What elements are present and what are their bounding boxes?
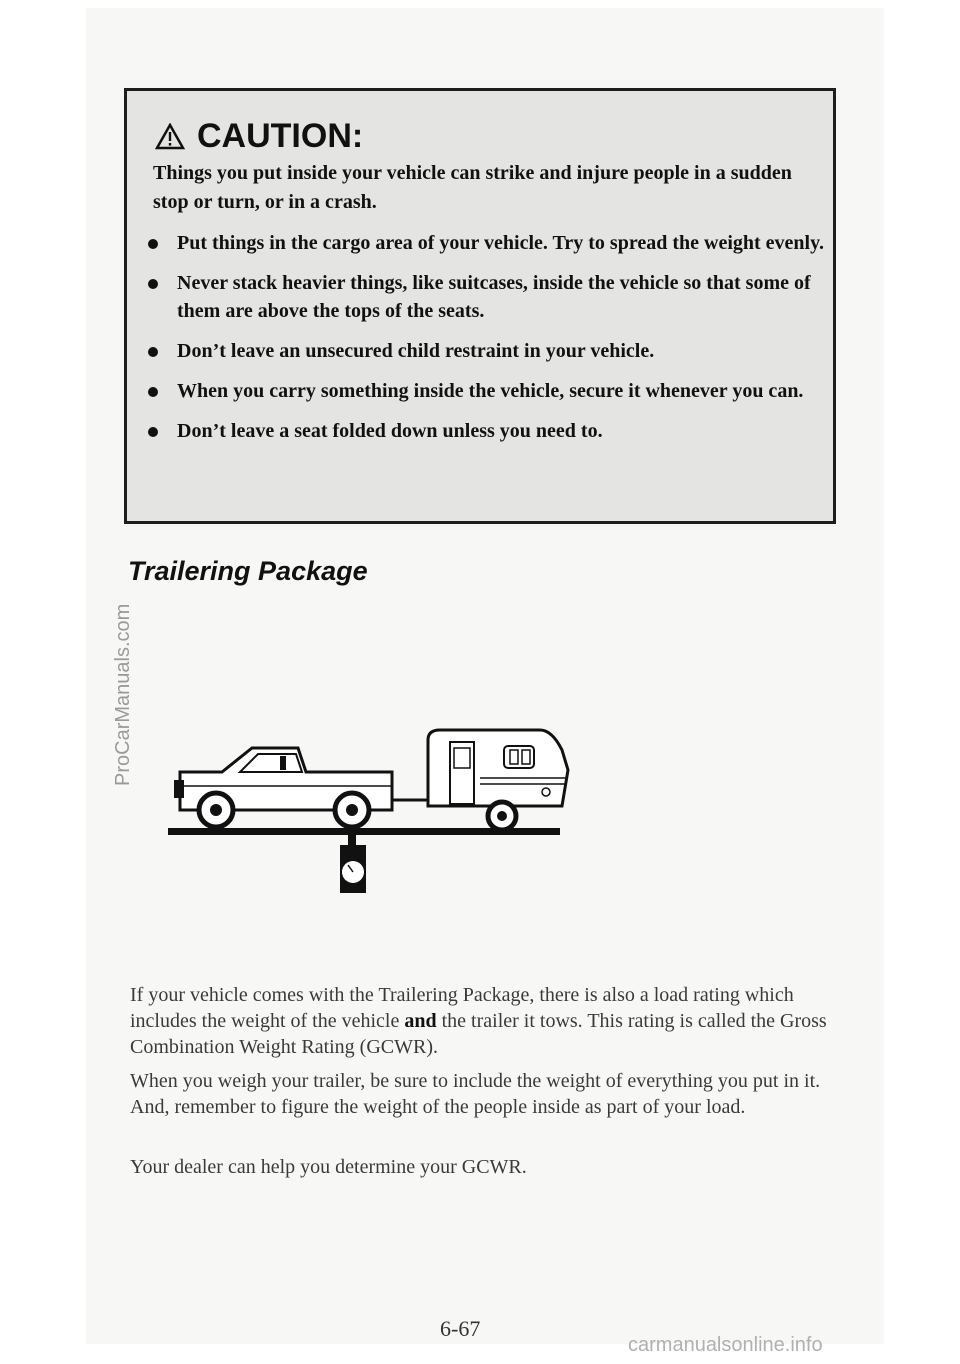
scale-dial-icon: [340, 845, 366, 893]
paragraph-dealer: Your dealer can help you determine your GCWR.: [130, 1156, 527, 1178]
truck-trailer-scale-illustration: [160, 710, 580, 910]
caution-item: Don’t leave a seat folded down unless you need to.: [127, 417, 827, 445]
paragraph-gcwr: If your vehicle comes with the Trailering Package, there is also a load rating which includes the weight of the vehicle and the trailer it tows. This rating is called the Gross Combination Weight Rating (GCWR).: [130, 984, 827, 1058]
bullet-icon: [148, 347, 158, 357]
paragraph-weigh-trailer: When you weigh your trailer, be sure to include the weight of everything you put in it. And, remember to figure the weight of the people inside as part of your load.: [130, 1070, 821, 1118]
bullet-icon: [148, 427, 158, 437]
caution-item: Don’t leave an unsecured child restraint in your vehicle.: [127, 337, 827, 365]
caution-item: When you carry something inside the vehicle, secure it whenever you can.: [127, 377, 827, 405]
side-watermark: ProCarManuals.com: [112, 603, 134, 786]
bullet-icon: [148, 239, 158, 249]
page-number: 6-67: [440, 1316, 481, 1341]
scale-post: [348, 835, 356, 845]
caution-box: [124, 88, 836, 524]
camper-trailer: [428, 730, 568, 830]
caution-list: [127, 229, 827, 457]
section-heading: Trailering Package: [128, 556, 368, 586]
caution-heading: [155, 117, 363, 156]
pickup-truck: [174, 748, 430, 827]
caution-item: Never stack heavier things, like suitcases, inside the vehicle so that some of them are above the tops of the seats.: [127, 269, 827, 325]
caution-item: Put things in the cargo area of your vehicle. Try to spread the weight evenly.: [127, 229, 827, 257]
bullet-icon: [148, 387, 158, 397]
caution-title: CAUTION:: [197, 117, 364, 155]
bullet-icon: [148, 279, 158, 289]
emphasis-and: and: [404, 1010, 437, 1032]
caution-intro: Things you put inside your vehicle can strike and injure people in a sudden stop or turn, or in a crash.: [153, 162, 792, 213]
bottom-watermark: carmanualsonline.info: [628, 1334, 823, 1356]
warning-triangle-icon: [155, 123, 185, 150]
